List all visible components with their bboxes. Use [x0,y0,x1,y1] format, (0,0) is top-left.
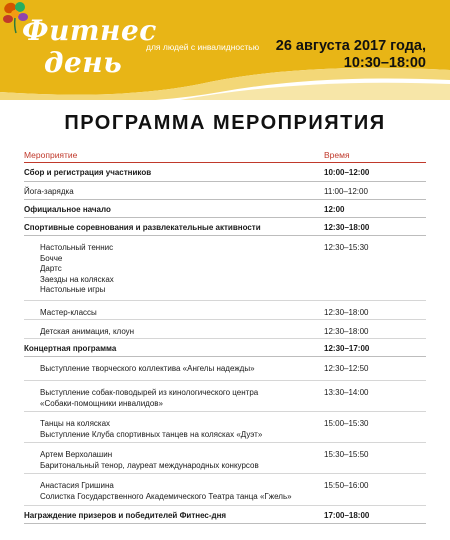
table-row [24,381,426,412]
row-event-time: 12:30–18:00 [324,327,369,336]
table-body [24,163,426,524]
row-event-time: 12:30–12:50 [324,364,369,373]
row-event-name: Настольный теннис Бочче Дартс Заезды на колясках Настольные игры [40,243,114,294]
row-event-time: 11:00–12:00 [324,187,368,196]
row-event-time: 15:50–16:00 [324,481,369,490]
row-event-time: 12:30–18:00 [324,308,369,317]
row-event-name: Мастер-классы [40,308,97,317]
header-event: Мероприятие [24,150,78,160]
row-event-time: 12:30–17:00 [324,344,370,353]
row-event-time: 12:30–15:30 [324,243,369,252]
table-row [24,339,426,357]
row-event-name: Спортивные соревнования и развлекательные активности [24,223,261,232]
row-event-name: Детская анимация, клоун [40,327,135,336]
row-event-time: 17:00–18:00 [324,511,370,520]
table-row [24,506,426,524]
event-time: 10:30–18:00 [343,55,426,71]
row-event-name: Выступление собак-поводырей из кинологического центра «Собаки-помощники инвалидов» [40,388,259,408]
row-event-name: Сбор и регистрация участников [24,168,152,177]
row-event-name: Официальное начало [24,205,111,214]
table-row [24,412,426,443]
event-datetime [276,38,426,72]
row-event-time: 12:30–18:00 [324,223,370,232]
row-event-name: Выступление творческого коллектива «Ангелы надежды» [40,364,255,373]
page-title: ПРОГРАММА МЕРОПРИЯТИЯ [64,112,386,134]
table-header [24,148,426,163]
table-row [24,182,426,200]
row-event-time: 12:00 [324,205,345,214]
table-row [24,320,426,339]
table-row [24,357,426,381]
logo-subtitle: для людей с инвалидностью [146,42,260,52]
table-row [24,301,426,320]
table-row [24,443,426,474]
row-event-time: 15:30–15:50 [324,450,369,459]
row-event-name: Артем Верхолашин Баритональный тенор, лауреат международных конкурсов [40,450,259,470]
table-row [24,236,426,301]
logo-word-fitness: Фитнес [22,14,157,47]
row-event-name: Анастасия Гришина Солистка Государственного Академического Театра танца «Гжель» [40,481,292,501]
row-event-time: 13:30–14:00 [324,388,369,397]
row-event-name: Награждение призеров и победителей Фитнес-дня [24,511,227,520]
row-event-time: 15:00–15:30 [324,419,369,428]
header-banner [0,0,450,100]
table-row [24,218,426,236]
row-event-name: Танцы на колясках Выступление Клуба спортивных танцев на колясках «Дуэт» [40,419,263,439]
row-event-name: Концертная программа [24,344,117,353]
logo-word-day: день [44,46,123,79]
table-row [24,474,426,506]
program-table [24,148,426,524]
table-row [24,163,426,182]
row-event-name: Йога-зарядка [24,187,74,196]
table-row [24,200,426,218]
event-date: 26 августа 2017 года, [275,38,426,54]
row-event-time: 10:00–12:00 [324,168,370,177]
header-time: Время [324,150,350,160]
